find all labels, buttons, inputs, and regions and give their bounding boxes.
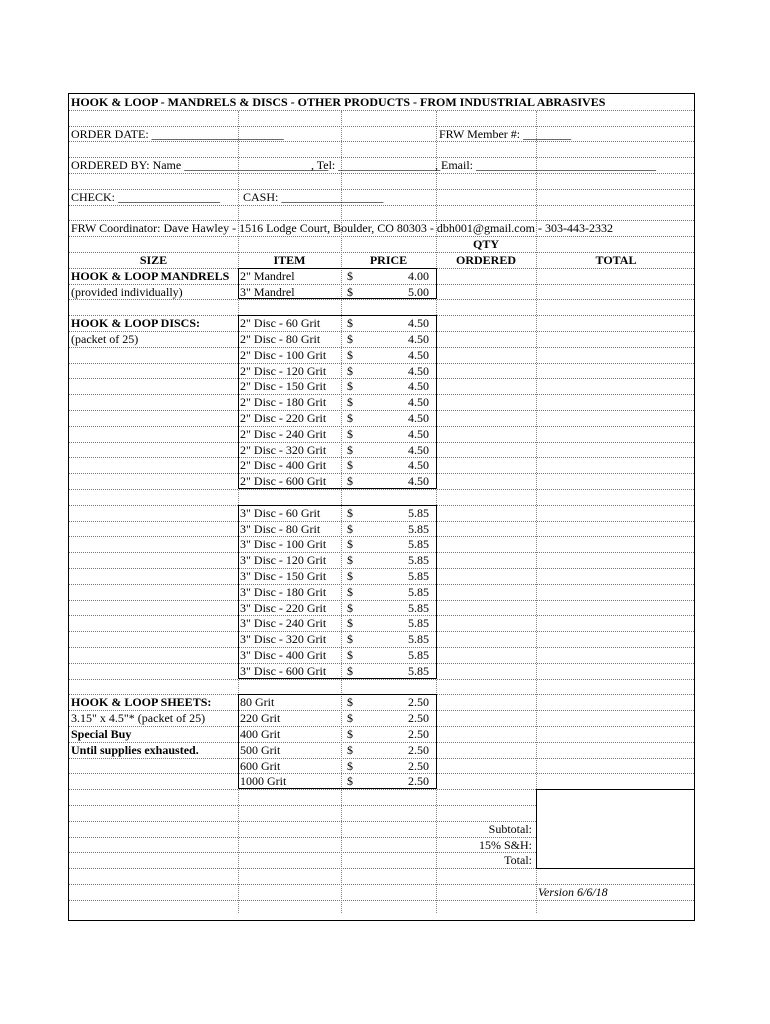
item-name: 3" Disc - 220 Grit	[240, 600, 327, 615]
qty-ordered-cell[interactable]	[437, 537, 535, 551]
qty-ordered-cell[interactable]	[437, 727, 535, 741]
currency-symbol: $	[347, 758, 353, 773]
currency-symbol: $	[347, 648, 353, 662]
item-price: 5.85	[408, 505, 429, 520]
currency-symbol: $	[347, 584, 353, 599]
item-name: 500 Grit	[240, 742, 281, 757]
item-name: 2" Disc - 100 Grit	[240, 347, 327, 362]
item-price: 2.50	[408, 758, 429, 773]
qty-ordered-cell[interactable]	[437, 443, 535, 457]
currency-symbol: $	[347, 616, 353, 631]
item-price: 4.50	[408, 379, 429, 394]
item-name: 2" Disc - 320 Grit	[240, 442, 327, 457]
currency-symbol: $	[347, 537, 353, 552]
order-date-label: ORDER DATE: ______________________	[71, 126, 284, 141]
item-price: 4.50	[408, 363, 429, 378]
item-price: 5.85	[408, 521, 429, 536]
form-title: HOOK & LOOP - MANDRELS & DISCS - OTHER PRODUCTS - FROM INDUSTRIAL ABRASIVES	[71, 95, 606, 109]
item-price: 2.50	[408, 727, 429, 741]
supplies-note: Until supplies exhausted.	[71, 742, 199, 757]
item-price: 2.50	[408, 774, 429, 789]
item-name: 2" Disc - 60 Grit	[240, 316, 321, 331]
item-name: 1000 Grit	[240, 774, 287, 789]
qty-ordered-cell[interactable]	[437, 395, 535, 409]
item-name: 3" Disc - 320 Grit	[240, 632, 327, 647]
section-discs-sub: (packet of 25)	[71, 332, 139, 346]
section-discs-label: HOOK & LOOP DISCS:	[71, 316, 201, 331]
item-price: 2.50	[408, 695, 429, 710]
sh-label: 15% S&H:	[478, 837, 532, 852]
currency-symbol: $	[347, 268, 353, 283]
item-price: 4.50	[408, 316, 429, 331]
check-label: CHECK: _________________	[71, 189, 221, 204]
qty-ordered-cell[interactable]	[437, 695, 535, 709]
item-name: 2" Disc - 180 Grit	[240, 395, 327, 410]
row-line	[69, 205, 694, 206]
item-price: 2.50	[408, 711, 429, 726]
frw-member-label: FRW Member #: ________	[439, 126, 572, 141]
order-form	[68, 93, 695, 921]
row-line	[69, 141, 694, 142]
currency-symbol: $	[347, 442, 353, 457]
row-line	[69, 236, 694, 237]
item-price: 5.85	[408, 569, 429, 583]
item-name: 3" Disc - 400 Grit	[240, 648, 327, 662]
currency-symbol: $	[347, 521, 353, 536]
item-block-border	[238, 694, 437, 789]
item-name: 3" Disc - 150 Grit	[240, 569, 327, 583]
item-name: 2" Disc - 80 Grit	[240, 332, 321, 346]
item-price: 5.85	[408, 584, 429, 599]
item-name: 3" Disc - 180 Grit	[240, 584, 327, 599]
item-name: 3" Disc - 120 Grit	[240, 553, 327, 568]
qty-ordered-cell[interactable]	[437, 711, 535, 725]
item-price: 4.50	[408, 474, 429, 489]
qty-ordered-cell[interactable]	[437, 506, 535, 520]
qty-header: QTY	[472, 237, 499, 252]
item-price: 4.50	[408, 442, 429, 457]
currency-symbol: $	[347, 332, 353, 346]
item-price: 5.85	[408, 648, 429, 662]
item-price: 5.85	[408, 663, 429, 678]
currency-symbol: $	[347, 347, 353, 362]
item-name: 2" Disc - 240 Grit	[240, 426, 327, 441]
qty-ordered-cell[interactable]	[437, 601, 535, 615]
item-block-border	[238, 505, 437, 679]
currency-symbol: $	[347, 742, 353, 757]
item-name: 220 Grit	[240, 711, 281, 726]
qty-ordered-cell[interactable]	[437, 332, 535, 346]
item-price: 4.50	[408, 347, 429, 362]
currency-symbol: $	[347, 395, 353, 410]
item-name: 2" Disc - 400 Grit	[240, 458, 327, 473]
item-name: 2" Disc - 600 Grit	[240, 474, 327, 489]
section-sheets-sub: 3.15" x 4.5"* (packet of 25)	[71, 711, 206, 726]
qty-ordered-cell[interactable]	[437, 569, 535, 583]
currency-symbol: $	[347, 363, 353, 378]
section-mandrels-sub: (provided individually)	[71, 284, 183, 299]
currency-symbol: $	[347, 695, 353, 710]
qty-ordered-cell[interactable]	[437, 458, 535, 472]
currency-symbol: $	[347, 411, 353, 425]
section-sheets-label: HOOK & LOOP SHEETS:	[71, 695, 212, 710]
qty-ordered-cell[interactable]	[437, 774, 535, 788]
row-line	[69, 900, 694, 901]
currency-symbol: $	[347, 774, 353, 789]
item-price: 2.50	[408, 742, 429, 757]
item-price: 5.85	[408, 632, 429, 647]
email-label: , Email: ______________________________	[435, 158, 656, 173]
qty-ordered-cell[interactable]	[437, 632, 535, 646]
tel-label: , Tel: _________________	[311, 158, 441, 173]
price-header: PRICE	[369, 253, 408, 267]
item-name: 80 Grit	[240, 695, 275, 710]
section-mandrels-label: HOOK & LOOP MANDRELS	[71, 268, 230, 283]
item-block-border	[238, 268, 437, 300]
total-header: TOTAL	[595, 253, 637, 267]
row-line	[69, 173, 694, 174]
item-name: 3" Mandrel	[240, 284, 295, 299]
item-price: 5.85	[408, 616, 429, 631]
currency-symbol: $	[347, 553, 353, 568]
totals-box	[536, 789, 695, 869]
item-price: 4.50	[408, 332, 429, 346]
item-price: 4.00	[408, 268, 429, 283]
currency-symbol: $	[347, 426, 353, 441]
ordered-by-label: ORDERED BY: Name ________________________	[71, 158, 329, 173]
qty-ordered-cell[interactable]	[437, 522, 535, 536]
currency-symbol: $	[347, 474, 353, 489]
item-name: 400 Grit	[240, 727, 281, 741]
currency-symbol: $	[347, 505, 353, 520]
subtotal-label: Subtotal:	[488, 821, 532, 836]
item-price: 4.50	[408, 458, 429, 473]
item-name: 2" Disc - 120 Grit	[240, 363, 327, 378]
currency-symbol: $	[347, 663, 353, 678]
item-name: 3" Disc - 240 Grit	[240, 616, 327, 631]
qty-ordered-cell[interactable]	[437, 585, 535, 599]
item-name: 3" Disc - 80 Grit	[240, 521, 321, 536]
qty-ordered-cell[interactable]	[437, 743, 535, 757]
qty-ordered-cell[interactable]	[437, 379, 535, 393]
version-label: Version 6/6/18	[538, 885, 608, 899]
qty-ordered-cell[interactable]	[437, 364, 535, 378]
qty-ordered-cell[interactable]	[437, 648, 535, 662]
qty-ordered-cell[interactable]	[437, 411, 535, 425]
item-price: 4.50	[408, 426, 429, 441]
cash-label: CASH: _________________	[243, 189, 384, 204]
item-block-border	[238, 315, 437, 489]
item-name: 2" Mandrel	[240, 268, 295, 283]
currency-symbol: $	[347, 316, 353, 331]
item-name: 2" Disc - 150 Grit	[240, 379, 327, 394]
total-label: Total:	[504, 853, 532, 868]
qty-ordered-cell[interactable]	[437, 759, 535, 773]
item-header: ITEM	[273, 253, 306, 267]
currency-symbol: $	[347, 458, 353, 473]
item-price: 5.85	[408, 537, 429, 552]
item-price: 4.50	[408, 395, 429, 410]
qty-ordered-cell[interactable]	[437, 427, 535, 441]
qty-ordered-cell[interactable]	[437, 616, 535, 630]
item-price: 5.85	[408, 600, 429, 615]
row-line	[69, 679, 694, 680]
currency-symbol: $	[347, 379, 353, 394]
qty-ordered-cell[interactable]	[437, 553, 535, 567]
currency-symbol: $	[347, 569, 353, 583]
row-line	[69, 299, 694, 300]
item-price: 5.85	[408, 553, 429, 568]
row-line	[69, 489, 694, 490]
special-buy-note: Special Buy	[71, 727, 132, 741]
size-header: SIZE	[139, 253, 168, 267]
ordered-header: ORDERED	[455, 253, 516, 267]
qty-ordered-cell[interactable]	[437, 285, 535, 299]
item-name: 600 Grit	[240, 758, 281, 773]
currency-symbol: $	[347, 711, 353, 726]
row-line	[69, 110, 694, 111]
item-name: 3" Disc - 100 Grit	[240, 537, 327, 552]
qty-ordered-cell[interactable]	[437, 316, 535, 330]
qty-ordered-cell[interactable]	[437, 474, 535, 488]
item-name: 3" Disc - 60 Grit	[240, 505, 321, 520]
item-name: 3" Disc - 600 Grit	[240, 663, 327, 678]
currency-symbol: $	[347, 284, 353, 299]
item-price: 5.00	[408, 284, 429, 299]
currency-symbol: $	[347, 727, 353, 741]
item-name: 2" Disc - 220 Grit	[240, 411, 327, 425]
qty-ordered-cell[interactable]	[437, 664, 535, 678]
item-price: 4.50	[408, 411, 429, 425]
qty-ordered-cell[interactable]	[437, 269, 535, 283]
currency-symbol: $	[347, 600, 353, 615]
currency-symbol: $	[347, 632, 353, 647]
coordinator-info: FRW Coordinator: Dave Hawley - 1516 Lodge Court, Boulder, CO 80303 - dbh001@gmail.com - 303-443-2332	[71, 221, 613, 236]
qty-ordered-cell[interactable]	[437, 348, 535, 362]
